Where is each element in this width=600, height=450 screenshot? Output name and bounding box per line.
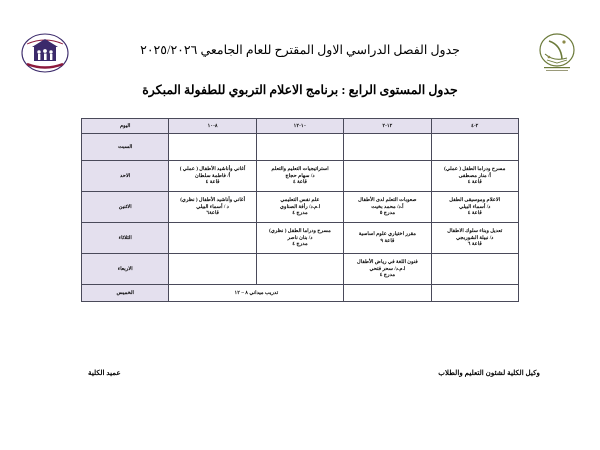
room-name: قاعة ٤ <box>205 179 220 186</box>
schedule-table-container <box>81 118 519 302</box>
room-name: قاعة ٤ <box>293 179 308 186</box>
schedule-cell <box>256 192 343 223</box>
room-name: مدرج ٤ <box>292 210 308 217</box>
day-label-saturday: السبت <box>82 134 169 161</box>
course-name: استراتيجيات التعليم والتعلم <box>271 166 329 173</box>
column-header-day: اليوم <box>82 119 169 134</box>
course-name: تعديل وبناء سلوك الاطفال <box>447 228 503 235</box>
schedule-cell <box>256 223 343 254</box>
schedule-cell <box>169 192 256 223</box>
vice-dean-signature-label: وكيل الكلية لشئون التعليم والطلاب <box>438 369 540 377</box>
schedule-table <box>81 118 519 302</box>
day-label-tuesday: الثلاثاء <box>82 223 169 254</box>
schedule-cell <box>344 192 431 223</box>
schedule-cell <box>431 192 518 223</box>
day-label-wednesday: الاربعاء <box>82 254 169 285</box>
course-name: مسرح ودراما الطفل ( نظري) <box>269 228 331 235</box>
room-name: مدرج ٤ <box>379 272 396 279</box>
page-subtitle: جدول المستوى الرابع : برنامج الاعلام التربوي للطفولة المبكرة <box>142 83 458 97</box>
schedule-cell <box>256 134 343 161</box>
instructor-name: ا.م.د/ رأفة الصناوي <box>280 203 321 210</box>
instructor-name: د/ أسماء البيلي <box>459 203 491 210</box>
table-row <box>82 161 519 192</box>
room-name: مدرج ٤ <box>292 241 308 248</box>
room-name: قاعة ٤ <box>467 179 482 186</box>
table-row <box>82 192 519 223</box>
schedule-cell <box>344 285 431 302</box>
schedule-cell <box>169 161 256 192</box>
table-header-row <box>82 119 519 134</box>
schedule-cell <box>256 254 343 285</box>
schedule-cell <box>169 254 256 285</box>
schedule-cell <box>431 161 518 192</box>
schedule-cell <box>344 223 431 254</box>
instructor-name: ا.م.د/ سحر فتحي <box>369 265 406 272</box>
document-footer <box>0 368 600 388</box>
course-name: فنون اللغة في رياض الأطفال <box>356 259 418 266</box>
table-row <box>82 254 519 285</box>
column-header-slot-2: ١٠-١٢ <box>256 119 343 134</box>
instructor-name: أ.د/ محمد بخيت <box>371 203 404 210</box>
room-name: قاعة ٦ <box>467 241 482 248</box>
table-row <box>82 223 519 254</box>
course-name: صعوبات التعلم لدى الأطفال <box>358 197 417 204</box>
course-name: أغاني وأناشيد الأطفال ( نظري) <box>180 197 246 204</box>
schedule-cell <box>169 134 256 161</box>
instructor-name: أ/ منار مصطفى <box>458 172 491 179</box>
schedule-cell <box>431 285 518 302</box>
day-label-thursday: الخميس <box>82 285 169 302</box>
column-header-slot-1: ٨-١٠ <box>169 119 256 134</box>
room-name: قاعة٦ <box>206 210 219 217</box>
document-header <box>0 0 600 97</box>
schedule-cell <box>256 161 343 192</box>
instructor-name: د/ سهام حجاج <box>285 172 315 179</box>
column-header-slot-4: ٢-٤ <box>431 119 518 134</box>
room-name: قاعة ٤ <box>467 210 482 217</box>
day-label-monday: الاثنين <box>82 192 169 223</box>
room-name: قاعة ٩ <box>380 238 395 244</box>
instructor-name: أ/ فاطمة سلطان <box>195 172 231 179</box>
instructor-name: د/ بنان ناصر <box>287 234 313 241</box>
field-training-cell: تدريب ميداني ٨ – ١٢ <box>169 285 344 302</box>
column-header-slot-3: ١٢-٢ <box>344 119 431 134</box>
instructor-name: د / أسماء البيلي <box>196 203 229 210</box>
schedule-cell <box>431 223 518 254</box>
page-title: جدول الفصل الدراسي الاول المقترح للعام الجامعي ٢٠٢٥/٢٠٢٦ <box>140 43 460 57</box>
table-row <box>82 285 519 302</box>
schedule-cell <box>431 254 518 285</box>
course-name: الاعلام وموسيقى الطفل <box>449 197 501 204</box>
course-name: مقرر اختياري علوم اساسية <box>358 231 417 238</box>
schedule-cell <box>169 223 256 254</box>
schedule-cell <box>344 134 431 161</box>
table-row <box>82 134 519 161</box>
instructor-name: د/ نبيلة الشوربجي <box>456 234 494 241</box>
room-name: مدرج ٥ <box>379 210 396 217</box>
day-label-sunday: الاحد <box>82 161 169 192</box>
course-name: مسرح ودراما الطفل ( عملي) <box>444 166 506 173</box>
schedule-cell <box>431 134 518 161</box>
dean-signature-label: عميد الكلية <box>88 369 121 377</box>
schedule-cell <box>344 161 431 192</box>
course-name: علم نفس التعليمي <box>280 197 320 204</box>
schedule-cell <box>344 254 431 285</box>
course-name: أغاني وأناشيد الأطفال ( عملي ) <box>179 166 246 173</box>
